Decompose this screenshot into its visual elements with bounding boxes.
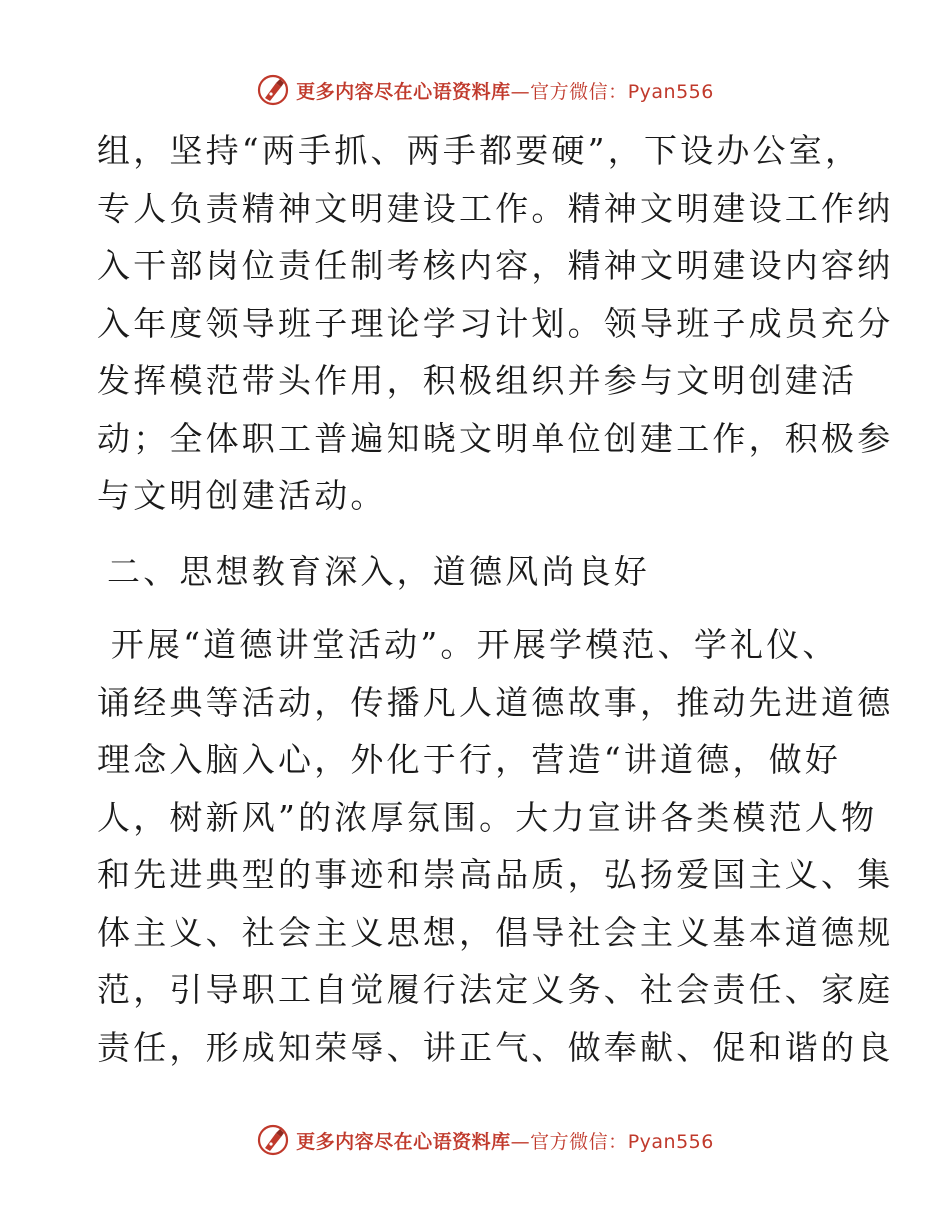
- pen-nib-logo-icon: [256, 1123, 290, 1157]
- paragraph-2: [97, 616, 894, 1076]
- watermark-dash: —: [510, 1130, 531, 1153]
- footer-watermark: [0, 1120, 950, 1160]
- paragraph-line: 和先进典型的事迹和崇高品质，弘扬爱国主义、集: [97, 855, 894, 894]
- paragraph-line: 发挥模范带头作用，积极组织并参与文明创建活: [97, 361, 858, 400]
- paragraph-1: [97, 122, 894, 525]
- watermark-id-text: Pyan556: [627, 1130, 714, 1153]
- paragraph-line: 入干部岗位责任制考核内容，精神文明建设内容纳: [97, 246, 894, 285]
- paragraph-line: 人，树新风”的浓厚氛围。大力宣讲各类模范人物: [97, 797, 878, 837]
- paragraph-line: 动；全体职工普遍知晓文明单位创建工作，积极参: [97, 418, 894, 458]
- paragraph-line: 专人负责精神文明建设工作。精神文明建设工作纳: [97, 188, 894, 228]
- paragraph-line: 责任，形成知荣辱、讲正气、做奉献、促和谐的良: [97, 1027, 894, 1067]
- pen-nib-logo-icon: [256, 73, 290, 107]
- watermark-main-text: 更多内容尽在心语资料库: [296, 1130, 511, 1153]
- header-watermark: [0, 70, 950, 110]
- paragraph-line: 开展“道德讲堂活动”。开展学模范、学礼仪、: [97, 625, 839, 664]
- paragraph-line: 范，引导职工自觉履行法定义务、社会责任、家庭: [97, 970, 894, 1009]
- watermark-text: [296, 1127, 714, 1154]
- paragraph-line: 与文明创建活动。: [97, 476, 387, 515]
- paragraph-line: 诵经典等活动，传播凡人道德故事，推动先进道德: [97, 682, 894, 722]
- watermark-id-text: Pyan556: [627, 80, 714, 103]
- paragraph-line: 理念入脑入心，外化于行，营造“讲道德，做好: [97, 740, 842, 779]
- watermark-official-text: 官方微信：: [530, 1130, 628, 1153]
- watermark-group: [256, 73, 714, 107]
- section-heading-2: 二、思想教育深入，道德风尚良好: [107, 551, 650, 591]
- paragraph-line: 体主义、社会主义思想，倡导社会主义基本道德规: [97, 912, 894, 952]
- watermark-main-text: 更多内容尽在心语资料库: [296, 80, 511, 103]
- document-body: [97, 122, 894, 1076]
- watermark-group: [256, 1123, 714, 1157]
- watermark-dash: —: [510, 80, 531, 103]
- watermark-official-text: 官方微信：: [530, 80, 628, 103]
- watermark-text: [296, 77, 714, 104]
- paragraph-line: 组，坚持“两手抓、两手都要硬”，下设办公室，: [97, 131, 862, 170]
- paragraph-line: 入年度领导班子理论学习计划。领导班子成员充分: [97, 303, 894, 343]
